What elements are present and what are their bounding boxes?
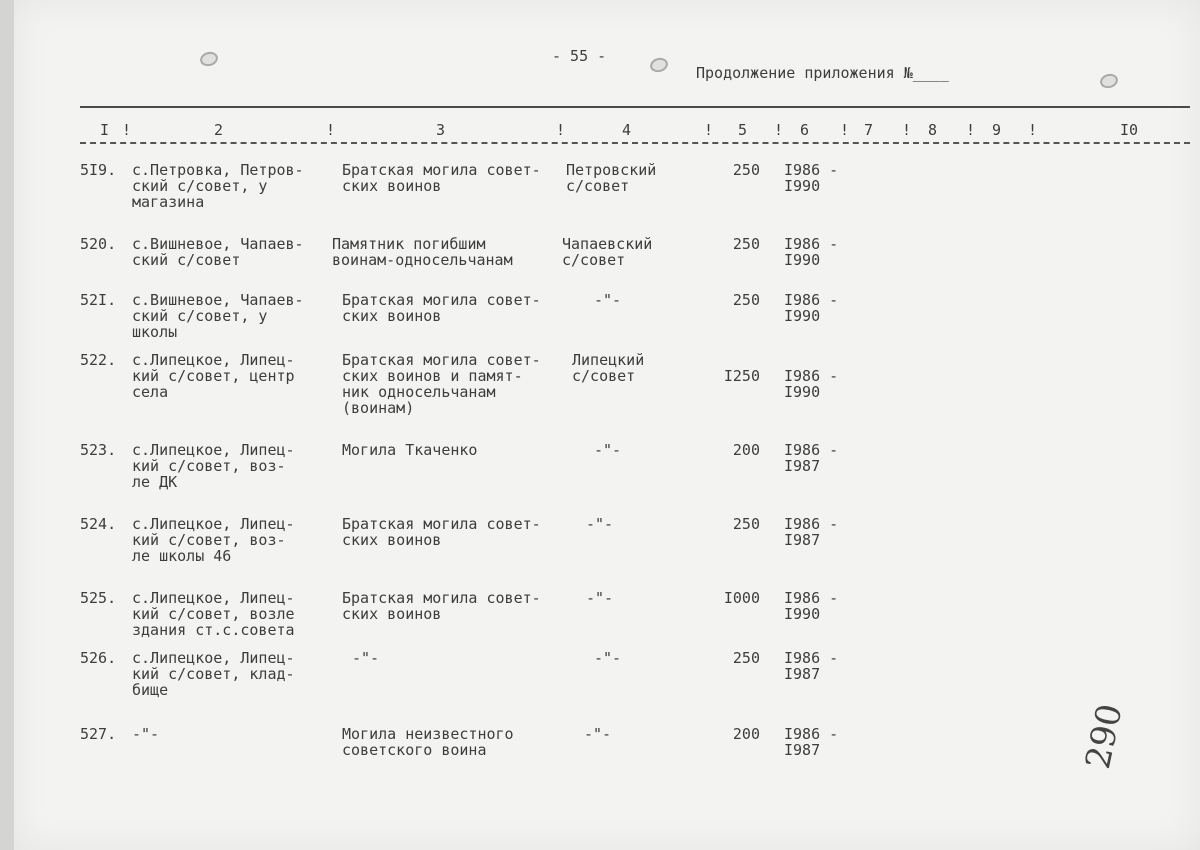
- row-area: I000: [723, 589, 760, 607]
- row-location: с.Липецкое, Липец- кий с/совет, центр села: [132, 351, 295, 401]
- row-owner: Липецкий с/совет: [572, 351, 645, 385]
- col-header-7: 7: [864, 121, 874, 139]
- row-years: I986 - I987: [784, 649, 839, 683]
- col-separator: !: [556, 121, 566, 139]
- row-number: 524.: [80, 515, 117, 533]
- row-location: с.Липецкое, Липец- кий с/совет, возле здания ст.с.совета: [132, 589, 295, 639]
- row-area: I250: [723, 367, 760, 385]
- row-years: I986 - I987: [784, 515, 839, 549]
- col-header-3: 3: [436, 121, 446, 139]
- row-owner: -"-: [594, 649, 622, 667]
- row-owner: -"-: [586, 515, 614, 533]
- row-area: 250: [732, 649, 760, 667]
- row-years: I986 - I990: [784, 589, 839, 623]
- row-owner: -"-: [594, 291, 622, 309]
- row-number: 5I9.: [80, 161, 117, 179]
- row-owner: -"-: [594, 441, 622, 459]
- row-object: Братская могила совет- ских воинов: [342, 291, 541, 325]
- row-number: 520.: [80, 235, 117, 253]
- row-number: 527.: [80, 725, 117, 743]
- row-owner: Чапаевский с/совет: [562, 235, 653, 269]
- row-number: 525.: [80, 589, 117, 607]
- row-number: 522.: [80, 351, 117, 369]
- col-header-8: 8: [928, 121, 938, 139]
- col-header-9: 9: [992, 121, 1002, 139]
- row-area: 200: [732, 725, 760, 743]
- row-owner: Петровский с/совет: [566, 161, 657, 195]
- row-number: 52I.: [80, 291, 117, 309]
- header-rule-bottom: [80, 142, 1190, 144]
- row-years: I986 - I990: [784, 161, 839, 195]
- row-area: 250: [732, 291, 760, 309]
- punch-hole: [648, 56, 669, 74]
- row-number: 526.: [80, 649, 117, 667]
- row-number: 523.: [80, 441, 117, 459]
- row-object: -"-: [352, 649, 380, 667]
- col-header-2: 2: [214, 121, 224, 139]
- row-area: 250: [732, 515, 760, 533]
- row-object: Братская могила совет- ских воинов: [342, 515, 541, 549]
- row-location: с.Вишневое, Чапаев- ский с/совет, у школы: [132, 291, 304, 341]
- row-location: с.Петровка, Петров- ский с/совет, у магазина: [132, 161, 304, 211]
- col-header-1: I: [100, 121, 110, 139]
- header-rule-top: [80, 106, 1190, 108]
- col-header-4: 4: [622, 121, 632, 139]
- row-area: 250: [732, 161, 760, 179]
- row-years: I986 - I990: [784, 367, 839, 401]
- punch-hole: [1098, 72, 1119, 90]
- col-separator: !: [966, 121, 976, 139]
- col-header-10: I0: [1120, 121, 1139, 139]
- col-separator: !: [122, 121, 132, 139]
- row-area: 200: [732, 441, 760, 459]
- row-object: Братская могила совет- ских воинов: [342, 161, 541, 195]
- row-years: I986 - I987: [784, 441, 839, 475]
- col-separator: !: [840, 121, 850, 139]
- row-object: Братская могила совет- ских воинов и памят- ник односельчанам (воинам): [342, 351, 541, 417]
- continuation-title: Продолжение приложения №____: [696, 64, 949, 82]
- col-separator: !: [326, 121, 336, 139]
- row-years: I986 - I990: [784, 235, 839, 269]
- row-object: Могила неизвестного советского воина: [342, 725, 514, 759]
- row-object: Братская могила совет- ских воинов: [342, 589, 541, 623]
- row-location: с.Липецкое, Липец- кий с/совет, воз- ле школы 46: [132, 515, 295, 565]
- col-separator: !: [902, 121, 912, 139]
- row-location: с.Липецкое, Липец- кий с/совет, клад- бище: [132, 649, 295, 699]
- col-separator: !: [704, 121, 714, 139]
- handwritten-page-note: 290: [1078, 700, 1131, 773]
- row-location: с.Вишневое, Чапаев- ский с/совет: [132, 235, 304, 269]
- row-years: I986 - I987: [784, 725, 839, 759]
- row-location: с.Липецкое, Липец- кий с/совет, воз- ле ДК: [132, 441, 295, 491]
- row-object: Могила Ткаченко: [342, 441, 478, 459]
- col-separator: !: [774, 121, 784, 139]
- row-owner: -"-: [584, 725, 612, 743]
- row-years: I986 - I990: [784, 291, 839, 325]
- row-location: -"-: [132, 725, 160, 743]
- col-header-6: 6: [800, 121, 810, 139]
- page-number: - 55 -: [552, 47, 607, 65]
- col-header-5: 5: [738, 121, 748, 139]
- row-area: 250: [732, 235, 760, 253]
- document-page: [14, 0, 1200, 850]
- col-separator: !: [1028, 121, 1038, 139]
- row-owner: -"-: [586, 589, 614, 607]
- punch-hole: [198, 50, 219, 68]
- row-object: Памятник погибшим воинам-односельчанам: [332, 235, 513, 269]
